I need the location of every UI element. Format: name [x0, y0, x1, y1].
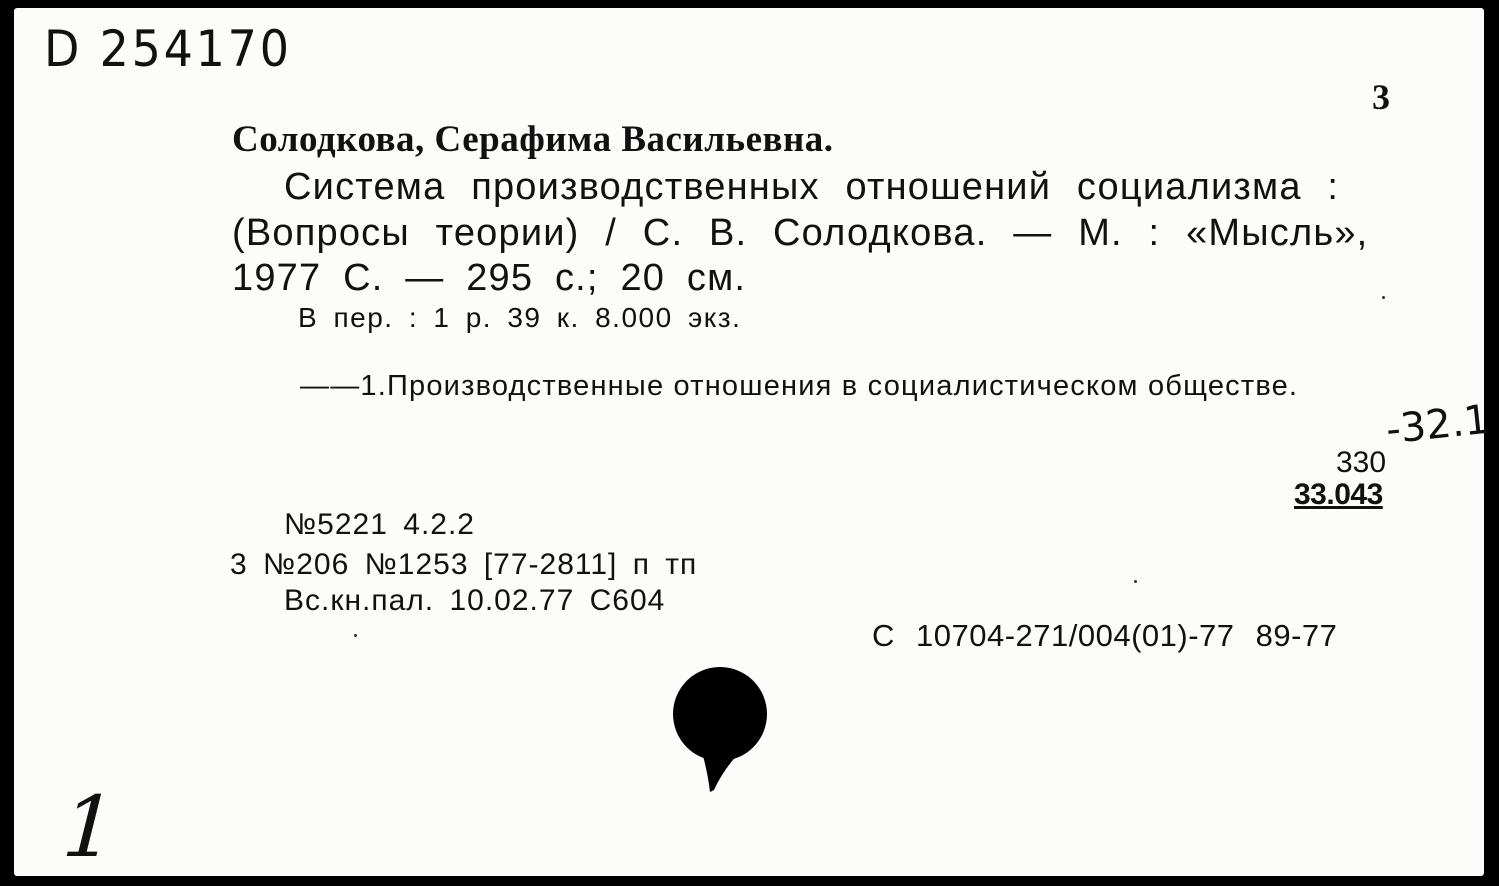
catalog-code: С 10704-271/004(01)-77 89-77 — [872, 618, 1338, 653]
speck — [1382, 296, 1385, 299]
tech-line: 3 №206 №1253 [77-2811] п тп — [230, 548, 698, 581]
publication-line: 1977 С. — 295 с.; 20 см. — [232, 257, 747, 299]
title-line: (Вопросы теории) / С. В. Солодкова. — М. : «Мысль», — [232, 212, 1369, 254]
classification-index: 330 — [1336, 446, 1387, 479]
punch-hole-icon — [670, 664, 770, 794]
speck — [354, 634, 357, 637]
title-line: Система производственных отношений социализма : — [284, 166, 1340, 208]
price-line: В пер. : 1 р. 39 к. 8.000 экз. — [298, 302, 742, 333]
copy-count: 1 — [49, 778, 128, 876]
catalog-card — [14, 8, 1492, 876]
card-marker: 3 — [1372, 77, 1390, 117]
author-heading: Солодкова, Серафима Васильевна. — [232, 119, 834, 160]
speck — [1134, 580, 1137, 583]
handwritten-classification: -32.1 — [1383, 396, 1492, 454]
classification-index: 33.043 — [1294, 478, 1383, 511]
subject-heading: ——1.Производственные отношения в социалистическом обществе. — [300, 370, 1299, 402]
tech-line: №5221 4.2.2 — [284, 508, 475, 541]
tech-line: Вс.кн.пал. 10.02.77 С604 — [284, 584, 666, 617]
inventory-number: D 254170 — [44, 20, 292, 78]
